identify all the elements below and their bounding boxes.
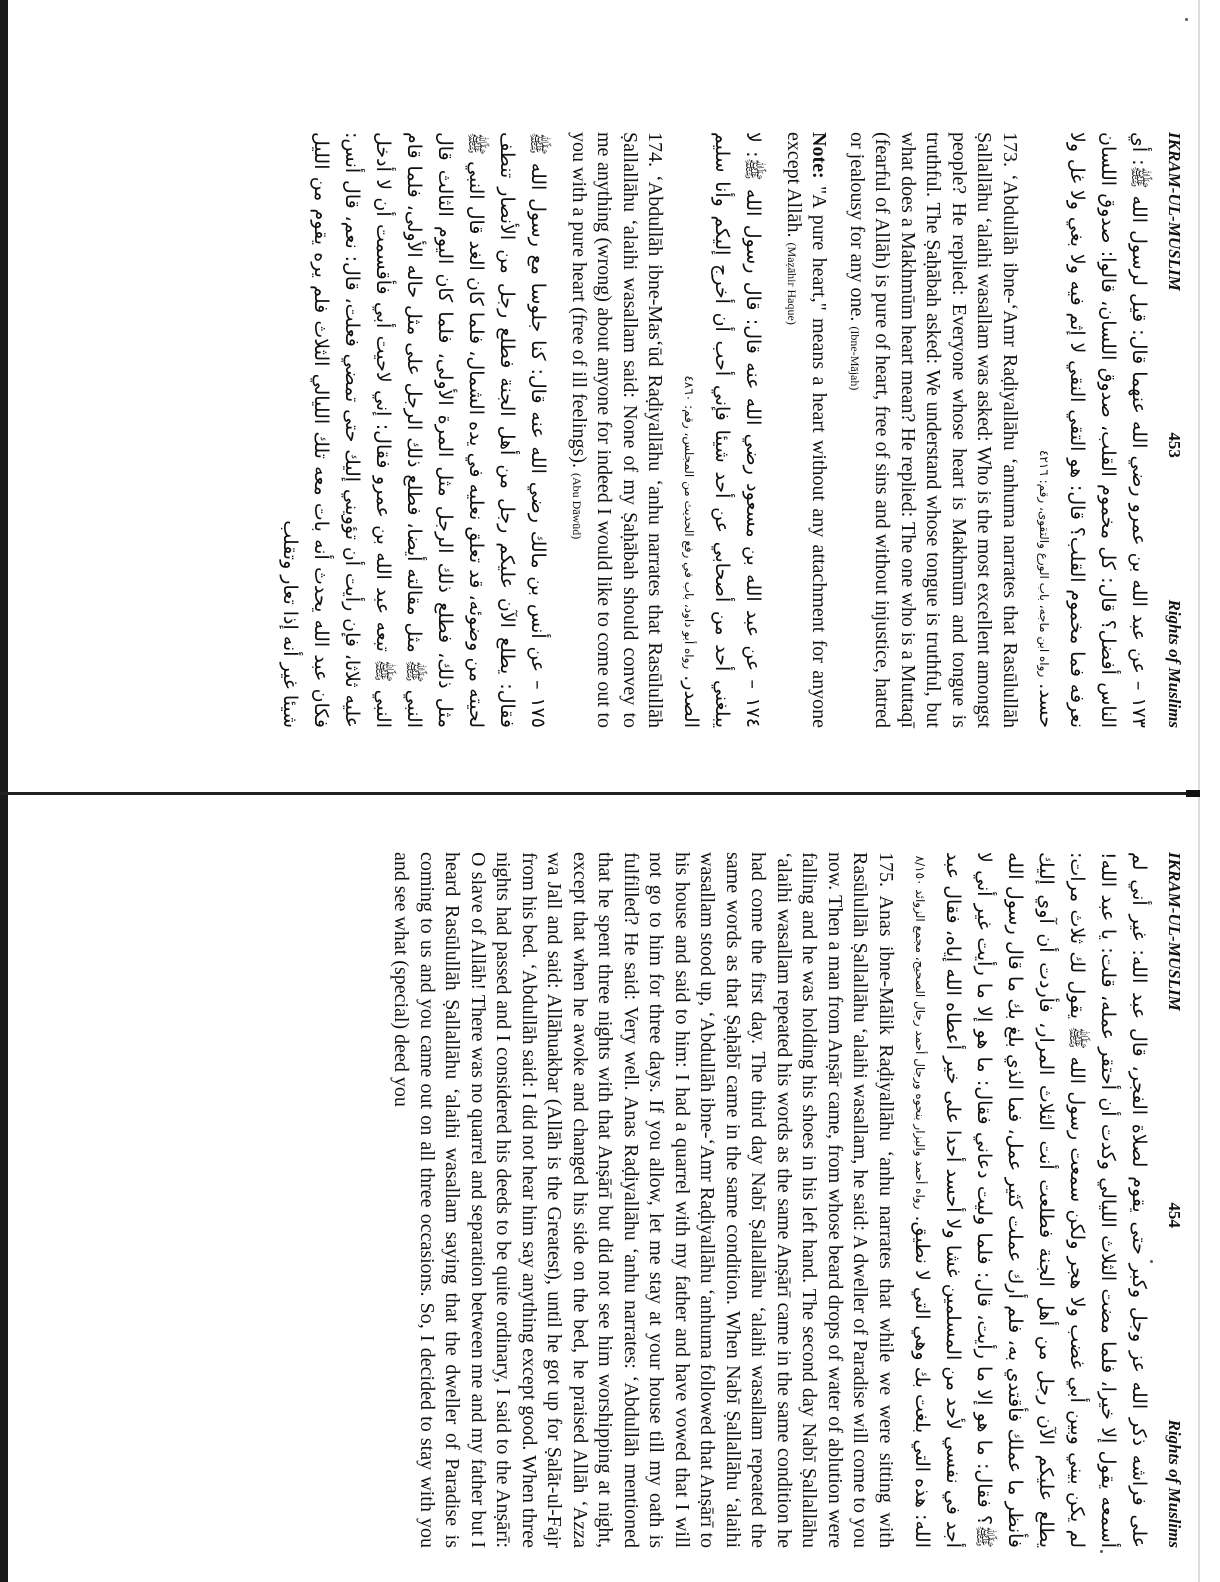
book-title: IKRAM-UL-MUSLIM xyxy=(1165,852,1184,1011)
page-453 xyxy=(135,110,1200,750)
hadith-174-english: 174. ‘Abdullāh ibne-Mas‘ūd Raḍiyallāhu ‘anhu narrates that Rasūlullāh Ṣallallāhu ‘alaihi wasallam said: None of my Ṣaḥābah should convey to me anything (wrong) about anyone for indeed I would like to come out to you with a pure heart (free of ill feelings). (Abu Dāwūd) xyxy=(568,132,667,728)
citation: (Maẓāhir Haque) xyxy=(785,242,799,325)
hadith-175-arabic: ١٧٥ – عن أنس بن مالك رضي الله عنه قال: كنا جلوسا مع رسول الله ﷺ فقال: يطلع الآن عليكم رجل من أهل الجنة فطلع رجل من الأنصار تنطف لحيته من وضوئه، قد تعلق نعليه في يده الشمال، فلما كان الغد قال النبي ﷺ مثل ذلك، فطلع ذلك الرجل مثل المرة الأولى، فلما كان اليوم الثالث قال النبي ﷺ مثل مقالته أيضا، فطلع ذلك الرجل على مثل حاله الأولى، فلما قام النبي ﷺ تبعه عبد الله بن عمرو فقال: إني لاحيت أبي فأقسمت أن لا أدخل عليه ثلاثا، فإن رأيت أن تؤويني إليك حتى تمضي فعلت، قال: نعم، قال أنس: فكان عبد الله يحدث أنه بات معه تلك الليالي الثلاث فلم يره يقوم من الليل شيئا غير أنه إذا تعار وتقلب xyxy=(279,132,550,728)
hadith-175-arabic-continued: على فراشه ذكر الله عز وجل وكبر حتى يقوم لصلاة الفجر، قال عبد الله: غير أني لم أسمعه يقول إلا خيرا، فلما مضت الثلاث الليالي وكدت أن أحتقر عمله، قلت: يا عبد الله! لم يكن بيني وبين أبي غضب ولا هجر ولكن سمعت رسول الله ﷺ يقول لك ثلاث مرات: يطلع عليكم الآن رجل من أهل الجنة فطلعت أنت الثلاث المرار، فأردت أن آوي إليك فأنظر ما عملك فأقتدي به، فلم أرك عملت كثير عمل، فما الذي بلغ بك ما قال رسول الله ﷺ؟ فقال: ما هو إلا ما رأيت، قال: فلما وليت دعاني فقال: ما هو إلا ما رأيت غير أني لا أجد في نفسي لأحد من المسلمين غشا ولا أحسد أحدا على خير أعطاه الله إياه، فقال عبد الله: هذه التي بلغت بك وهي التي لا نطيق. رواه أحمد والبزار بنحوه ورجال أحمد رجال الصحيح، مجمع الزوائد ٨/١٥٠ xyxy=(911,852,1150,1548)
arabic-reference: رواه أبو داود، باب في رفع الحديث من المجلس، رقم: ٤٨٦٠ xyxy=(682,375,697,670)
arabic-reference: رواه ابن ماجه، باب الورع والتقوى، رقم: ٤٢١٦ xyxy=(1037,449,1051,678)
page-number: 453 xyxy=(1165,432,1184,458)
spine-mark xyxy=(1186,790,1200,797)
page-number: 454 xyxy=(1165,1202,1184,1228)
page-454 xyxy=(135,830,1200,1570)
scan-edge-shadow xyxy=(0,0,8,1582)
note-label: Note: xyxy=(808,132,831,179)
hadith-174-arabic: ١٧٤ – عن عبد الله بن مسعود رضي الله عنه قال: قال رسول الله ﷺ: لا يبلغني أحد من أصحابي عن أحد شيئا فإني أحب أن أخرج إليكم وأنا سليم الصدر. رواه أبو داود، باب في رفع الحديث من المجلس، رقم: ٤٨٦٠ xyxy=(680,132,765,728)
hadith-173-arabic: ١٧٣ – عن عبد الله بن عمرو رضي الله عنهما قال: قيل لرسول الله ﷺ: أي الناس أفضل؟ قال: كل مخموم القلب، صدوق اللسان، قالوا: صدوق اللسان نعرفه فما مخموم القلب؟ قال: هو التقي النقي لا إثم فيه ولا بغي ولا غل ولا حسد. رواه ابن ماجه، باب الورع والتقوى، رقم: ٤٢١٦ xyxy=(1035,132,1150,728)
hadith-173-english: 173. ‘Abdullāh ibne-‘Amr Raḍiyallāhu ‘anhuma narrates that Rasūlullāh Ṣallallāhu ‘alaihi wasallam was asked: Who is the most excellent amongst people? He replied: Everyone whose heart is Makhmūm and tongue is truthful. The Ṣaḥābah asked: We understand whose tongue is truthful, but what does a Makhmūm heart mean? He replied: The one who is a Muttaqī (fearful of Allāh) is pure of heart, free of sins and without injustice, hatred or jealousy for any one. (Ibne-Mājah) xyxy=(846,132,1021,728)
citation: (Ibne-Mājah) xyxy=(848,326,862,391)
book-title: IKRAM-UL-MUSLIM xyxy=(1165,132,1184,291)
section-title: Rights of Muslims xyxy=(1165,1419,1184,1548)
arabic-reference: رواه أحمد والبزار بنحوه ورجال أحمد رجال الصحيح، مجمع الزوائد ٨/١٥٠ xyxy=(913,855,927,1210)
citation: (Abu Dāwūd) xyxy=(570,472,584,540)
page-header xyxy=(1164,852,1184,1548)
hadith-175-english: 175. Anas ibne-Mālik Raḍiyallāhu ‘anhu narrates that while we were sitting with Rasūlullāh Ṣallallāhu ‘alaihi wasallam, he said: A dweller of Paradise will come to you now. Then a man from Anṣār came, from whose beard drops of water of ablution were falling and he was holding his shoes in his left hand. The second day Nabī Ṣallallāhu ‘alaihi wasallam repeated his words as the same Anṣārī came in the same condition he had come the first day. The third day Nabī Ṣallallāhu ‘alaihi wasallam repeated the same words as that Ṣaḥābī came in the same condition. When Nabī Ṣallallāhu ‘alaihi wasallam stood up, ‘Abdullāh ibne-‘Amr Raḍiyallāhu ‘anhuma followed that Anṣārī to his house and said to him: I had a quarrel with my father and have vowed that I will not go to him for three days. If you allow, let me stay at your house till my oath is fulfilled? He said: Very well. Anas Raḍiyallāhu ‘anhu narrates: ‘Abdullāh mentioned that he spent three nights with that Anṣārī but did not see him worshipping at night, except that when he awoke and changed his side on the bed, he praised Allāh ‘Azza wa Jall and said: Allāhuakbar (Allāh is the Greatest), until he got up for Ṣalāt-ul-Fajr from his bed. ‘Abdullāh said: I did not hear him say anything except good. When three nights had passed and I considered his deeds to be quite ordinary, I said to the Anṣārī: O slave of Allāh! There was no quarrel and separation between me and my father but I heard Rasūlullāh Ṣallallāhu ‘alaihi wasallam saying that the dweller of Paradise is coming to us and you came out on all three occasions. So, I decided to stay with you and see what (special) deed you xyxy=(390,852,897,1548)
book-spine xyxy=(0,792,1200,795)
section-title: Rights of Muslims xyxy=(1165,599,1184,728)
note: Note: "A pure heart," means a heart without any attachment for anyone except Allāh. (Maẓāhir Haque) xyxy=(783,132,831,728)
page-header xyxy=(1164,132,1184,728)
scan-speck xyxy=(1185,18,1188,21)
